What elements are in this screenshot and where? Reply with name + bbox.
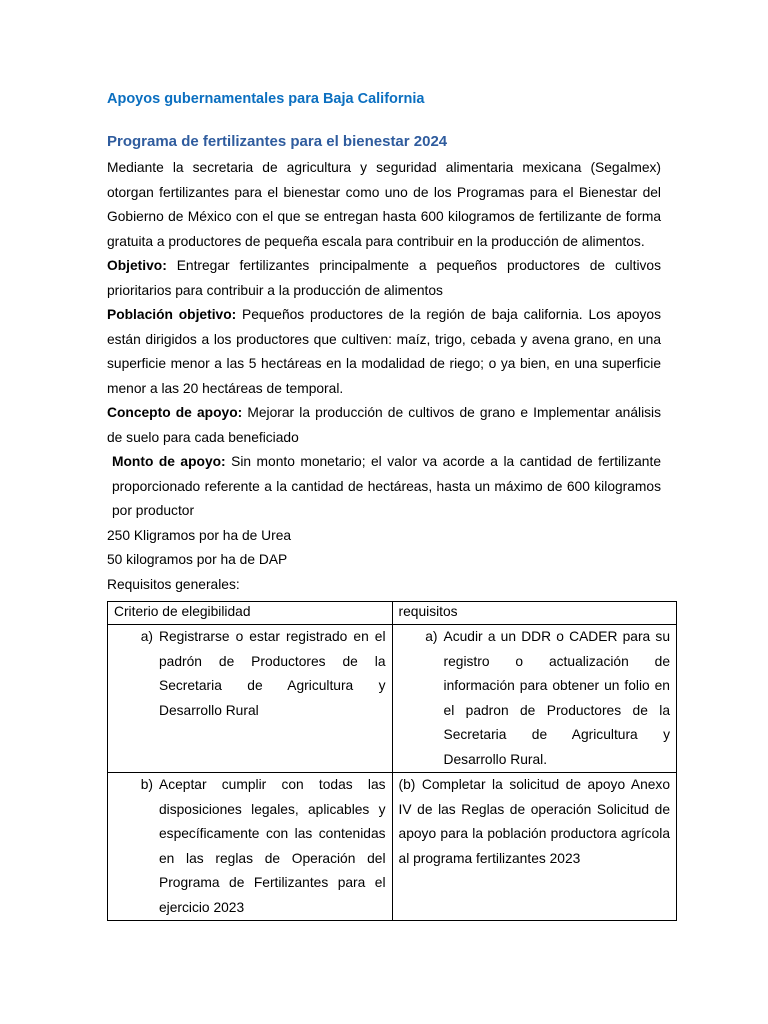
objetivo-paragraph [107,254,661,303]
list-marker: a) [140,629,153,644]
objetivo-label: Objetivo: [107,258,167,273]
dap-line: 50 kilogramos por ha de DAP [107,552,288,567]
list-item [114,773,386,920]
table-row [108,773,677,921]
concepto-label: Concepto de apoyo: [107,405,243,420]
requirements-table [107,601,677,921]
document-title: Apoyos gubernamentales para Baja California [107,91,425,107]
requisito-text: (b) Completar la solicitud de apoyo Anexo IV de las Reglas de operación Solicitud de apoyo para la población productora agrícola al programa fertilizantes 2023 [398,777,670,866]
header-requisitos: requisitos [392,602,676,625]
requisitos-label: Requisitos generales: [107,576,240,592]
concepto-paragraph [107,401,661,450]
criterio-cell [108,773,393,921]
criterio-text: Aceptar cumplir con todas las disposiciones legales, aplicables y específicamente con las contenidas en las reglas de Operación del Programa de Fertilizantes para el ejercicio 2023 [159,777,386,915]
poblacion-text: Pequeños productores de la región de baja california. Los apoyos están dirigidos a los productores que cultiven: maíz, trigo, cebada y avena grano, en una superficie menor a las 5 hectáreas en la modalidad de riego; o ya bien, en una superficie menor a las 20 hectáreas de temporal. [107,307,662,396]
intro-paragraph: Mediante la secretaria de agricultura y seguridad alimentaria mexicana (Segalmex) otorgan fertilizantes para el bienestar como uno de los Programas para el Bienestar del Gobierno de México con el que se entregan hasta 600 kilogramos de fertilizante de forma gratuita a productores de pequeña escala para contribuir en la producción de alimentos. [107,160,661,249]
poblacion-paragraph [107,303,661,401]
urea-line: 250 Kligramos por ha de Urea [107,527,292,543]
objetivo-text: Entregar fertilizantes principalmente a pequeños productores de cultivos prioritarios para contribuir a la producción de alimentos [107,258,661,298]
monto-text: Sin monto monetario; el valor va acorde a la cantidad de fertilizante proporcionado referente a la cantidad de hectáreas, hasta un máximo de 600 kilogramos por productor [112,454,661,518]
list-marker: b) [140,777,153,792]
program-subtitle: Programa de fertilizantes para el bienestar 2024 [107,133,448,150]
poblacion-label: Población objetivo: [107,307,237,322]
monto-label: Monto de apoyo: [112,454,226,469]
document-body [107,156,661,597]
table-row [108,625,677,773]
criterio-text: Registrarse o estar registrado en el padrón de Productores de la Secretaria de Agricultura y Desarrollo Rural [159,629,386,718]
list-marker: a) [425,629,438,644]
list-item [114,625,386,723]
concepto-text: Mejorar la producción de cultivos de grano e Implementar análisis de suelo para cada beneficiado [107,405,662,445]
requisito-cell [392,625,676,773]
table-header-row [108,602,677,625]
requisito-cell [392,773,676,921]
requisito-text: Acudir a un DDR o CADER para su registro o actualización de información para obtener un folio en el padron de Productores de la Secretaria de Agricultura y Desarrollo Rural. [443,629,670,767]
criterio-cell [108,625,393,773]
list-item [399,625,670,772]
monto-paragraph [107,450,661,524]
header-criterio: Criterio de elegibilidad [108,602,393,625]
